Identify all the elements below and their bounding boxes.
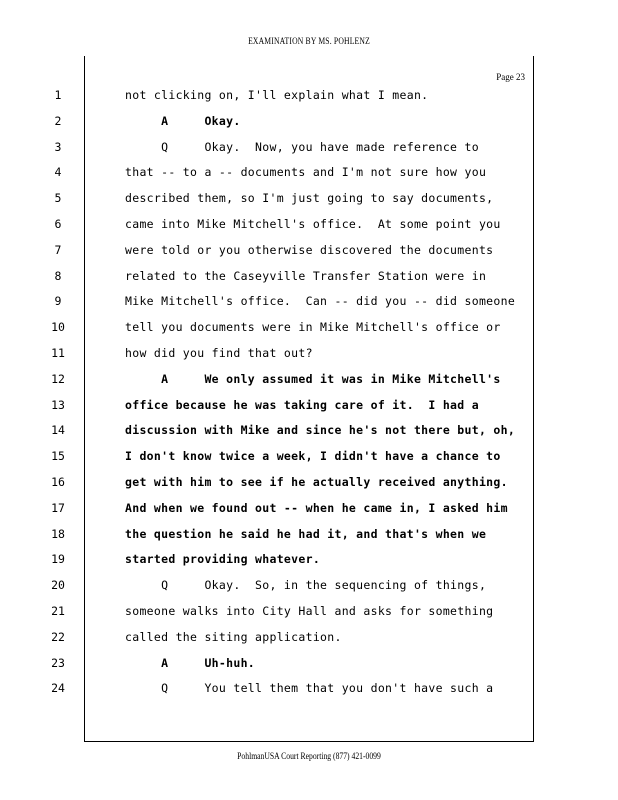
line-text: Mike Mitchell's office. Can -- did you -- did someone [125,294,516,309]
line-number: 11 [51,346,65,360]
line-text: A Uh-huh. [125,655,256,670]
line-text: Q You tell them that you don't have such a [125,681,494,696]
transcript-line [51,578,535,604]
line-number: 15 [51,449,65,464]
line-text: Q Okay. So, in the sequencing of things, [125,578,487,593]
transcript-line [51,655,535,682]
line-number: 20 [51,578,65,593]
line-number: 7 [54,242,62,257]
line-text: A We only assumed it was in Mike Mitchell's [125,371,501,386]
line-text: A Okay. [125,113,241,128]
line-number: 5 [54,191,62,206]
line-number: 24 [51,681,65,696]
line-text: And when we found out -- when he came in, I asked him [125,500,508,515]
line-text: started providing whatever. [125,552,321,567]
transcript-line [51,371,535,398]
line-text: I don't know twice a week, I didn't have a chance to [125,449,501,464]
transcript-line [54,139,535,166]
line-number: 2 [54,113,62,128]
page-footer: PohlmanUSA Court Reporting (877) 421-0099 [237,751,381,761]
transcript-line [54,217,535,243]
transcript-line [51,475,535,501]
transcript-line [51,604,535,630]
line-text: came into Mike Mitchell's office. At some point you [125,217,501,231]
transcript-line [54,88,535,114]
line-text: office because he was taking care of it. I had a [125,397,479,412]
line-number: 1 [54,88,62,102]
line-number: 3 [54,139,62,154]
transcript-line [51,423,535,449]
transcript-line [51,552,535,578]
line-text: the question he said he had it, and that's when we [125,526,487,541]
transcript-line [51,500,535,527]
transcript-line [51,397,535,424]
transcript-line [54,242,535,269]
line-number: 16 [51,475,65,489]
line-number: 17 [51,500,65,515]
line-number: 19 [51,552,65,567]
line-number: 21 [51,604,65,618]
line-text: described them, so I'm just going to say documents, [125,191,494,206]
page-number: Page 23 [496,72,525,82]
line-number: 13 [51,397,65,412]
line-number: 8 [54,268,62,283]
line-number: 10 [51,320,65,335]
line-text: Q Okay. Now, you have made reference to [125,139,479,154]
transcript-line [51,629,535,656]
transcript-line [54,165,535,191]
transcript-line [51,526,535,553]
line-text: called the siting application. [125,629,342,644]
line-number: 12 [51,371,65,386]
line-number: 6 [54,217,62,231]
line-number: 22 [51,629,65,644]
line-text: get with him to see if he actually received anything. [125,475,508,489]
line-number: 23 [51,655,65,670]
transcript-page [51,56,534,742]
line-text: were told or you otherwise discovered the documents [125,242,494,257]
line-number: 9 [54,294,62,309]
transcript-line [51,449,535,475]
transcript-line [54,113,535,140]
line-number: 14 [51,423,65,438]
line-text: someone walks into City Hall and asks for something [125,604,494,618]
line-number: 4 [54,165,62,180]
page-header: EXAMINATION BY MS. POHLENZ [248,36,370,46]
transcript-line [51,346,535,372]
line-text: that -- to a -- documents and I'm not sure how you [125,165,487,180]
line-text: discussion with Mike and since he's not there but, oh, [125,423,516,438]
transcript-line [54,191,535,217]
transcript-line [51,320,535,346]
line-number: 18 [51,526,65,541]
line-text: related to the Caseyville Transfer Station were in [125,268,487,283]
line-text: not clicking on, I'll explain what I mean. [125,88,429,102]
line-text: tell you documents were in Mike Mitchell's office or [125,320,501,335]
transcript-line [51,681,535,707]
transcript-line [54,294,535,320]
transcript-line [54,268,535,295]
line-text: how did you find that out? [125,346,313,360]
